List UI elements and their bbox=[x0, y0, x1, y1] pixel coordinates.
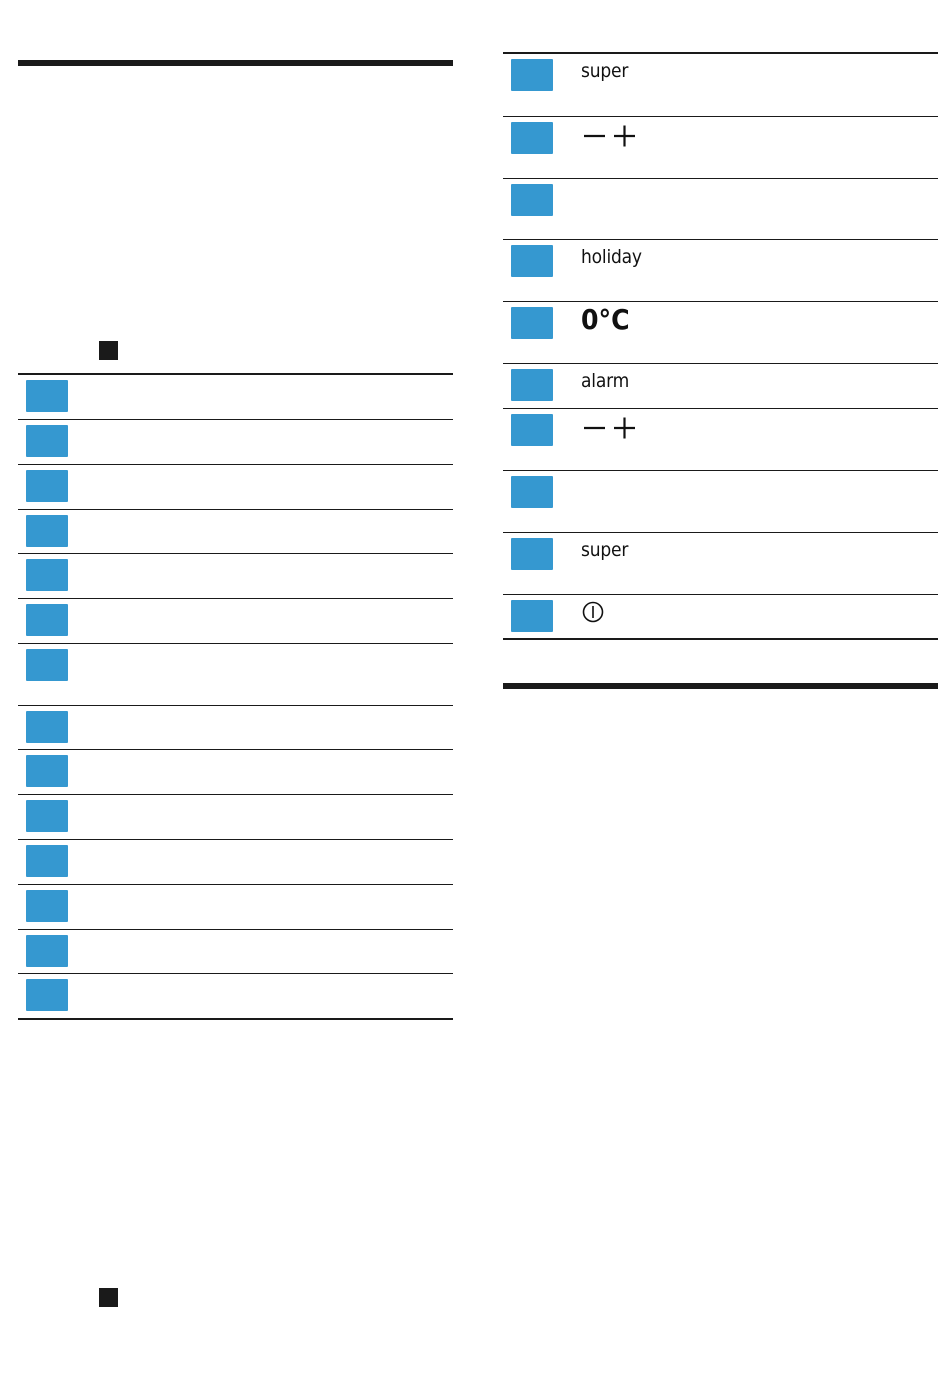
table-row bbox=[18, 930, 453, 974]
key-3 bbox=[26, 470, 68, 502]
table-row bbox=[18, 465, 453, 510]
holiday-label: holiday bbox=[581, 246, 642, 268]
bullet-square-1 bbox=[99, 341, 118, 360]
table-row bbox=[18, 840, 453, 885]
zero-degrees-label: 0°C bbox=[581, 303, 630, 336]
table-row bbox=[503, 364, 938, 409]
alarm-label: alarm bbox=[581, 370, 630, 392]
bullet-square-2 bbox=[99, 1288, 118, 1307]
key-minus-plus bbox=[511, 122, 553, 154]
super-label: super bbox=[581, 60, 629, 82]
table-row bbox=[503, 302, 938, 364]
key-blank-2 bbox=[511, 476, 553, 508]
key-7 bbox=[26, 649, 68, 681]
left-key-table bbox=[18, 373, 453, 1020]
section-rule-right bbox=[503, 683, 938, 689]
key-10 bbox=[26, 800, 68, 832]
table-row bbox=[18, 750, 453, 795]
right-key-table bbox=[503, 52, 938, 640]
table-row bbox=[18, 795, 453, 840]
power-icon bbox=[582, 601, 604, 623]
minus-plus-icon bbox=[582, 416, 638, 440]
key-2 bbox=[26, 425, 68, 457]
section-rule-top-left bbox=[18, 60, 453, 66]
minus-plus-icon bbox=[582, 124, 638, 148]
key-14 bbox=[26, 979, 68, 1011]
table-row bbox=[18, 510, 453, 554]
table-row bbox=[503, 471, 938, 533]
super-label-2: super bbox=[581, 539, 629, 561]
table-row bbox=[18, 706, 453, 750]
key-1 bbox=[26, 380, 68, 412]
key-8 bbox=[26, 711, 68, 743]
key-4 bbox=[26, 515, 68, 547]
table-row bbox=[503, 179, 938, 240]
key-power bbox=[511, 600, 553, 632]
table-row bbox=[503, 117, 938, 179]
key-super-2 bbox=[511, 538, 553, 570]
table-row bbox=[503, 240, 938, 302]
key-6 bbox=[26, 604, 68, 636]
table-row bbox=[503, 409, 938, 471]
key-9 bbox=[26, 755, 68, 787]
table-row bbox=[18, 974, 453, 1020]
key-12 bbox=[26, 890, 68, 922]
table-row bbox=[18, 885, 453, 930]
key-super bbox=[511, 59, 553, 91]
table-row bbox=[18, 644, 453, 706]
table-row bbox=[503, 595, 938, 640]
key-13 bbox=[26, 935, 68, 967]
key-holiday bbox=[511, 245, 553, 277]
table-row bbox=[503, 54, 938, 117]
table-row bbox=[18, 554, 453, 599]
key-minus-plus-2 bbox=[511, 414, 553, 446]
key-5 bbox=[26, 559, 68, 591]
table-row bbox=[18, 420, 453, 465]
key-11 bbox=[26, 845, 68, 877]
key-alarm bbox=[511, 369, 553, 401]
table-row bbox=[503, 533, 938, 595]
table-row bbox=[18, 599, 453, 644]
key-blank-1 bbox=[511, 184, 553, 216]
table-row bbox=[18, 375, 453, 420]
key-zero-degrees bbox=[511, 307, 553, 339]
